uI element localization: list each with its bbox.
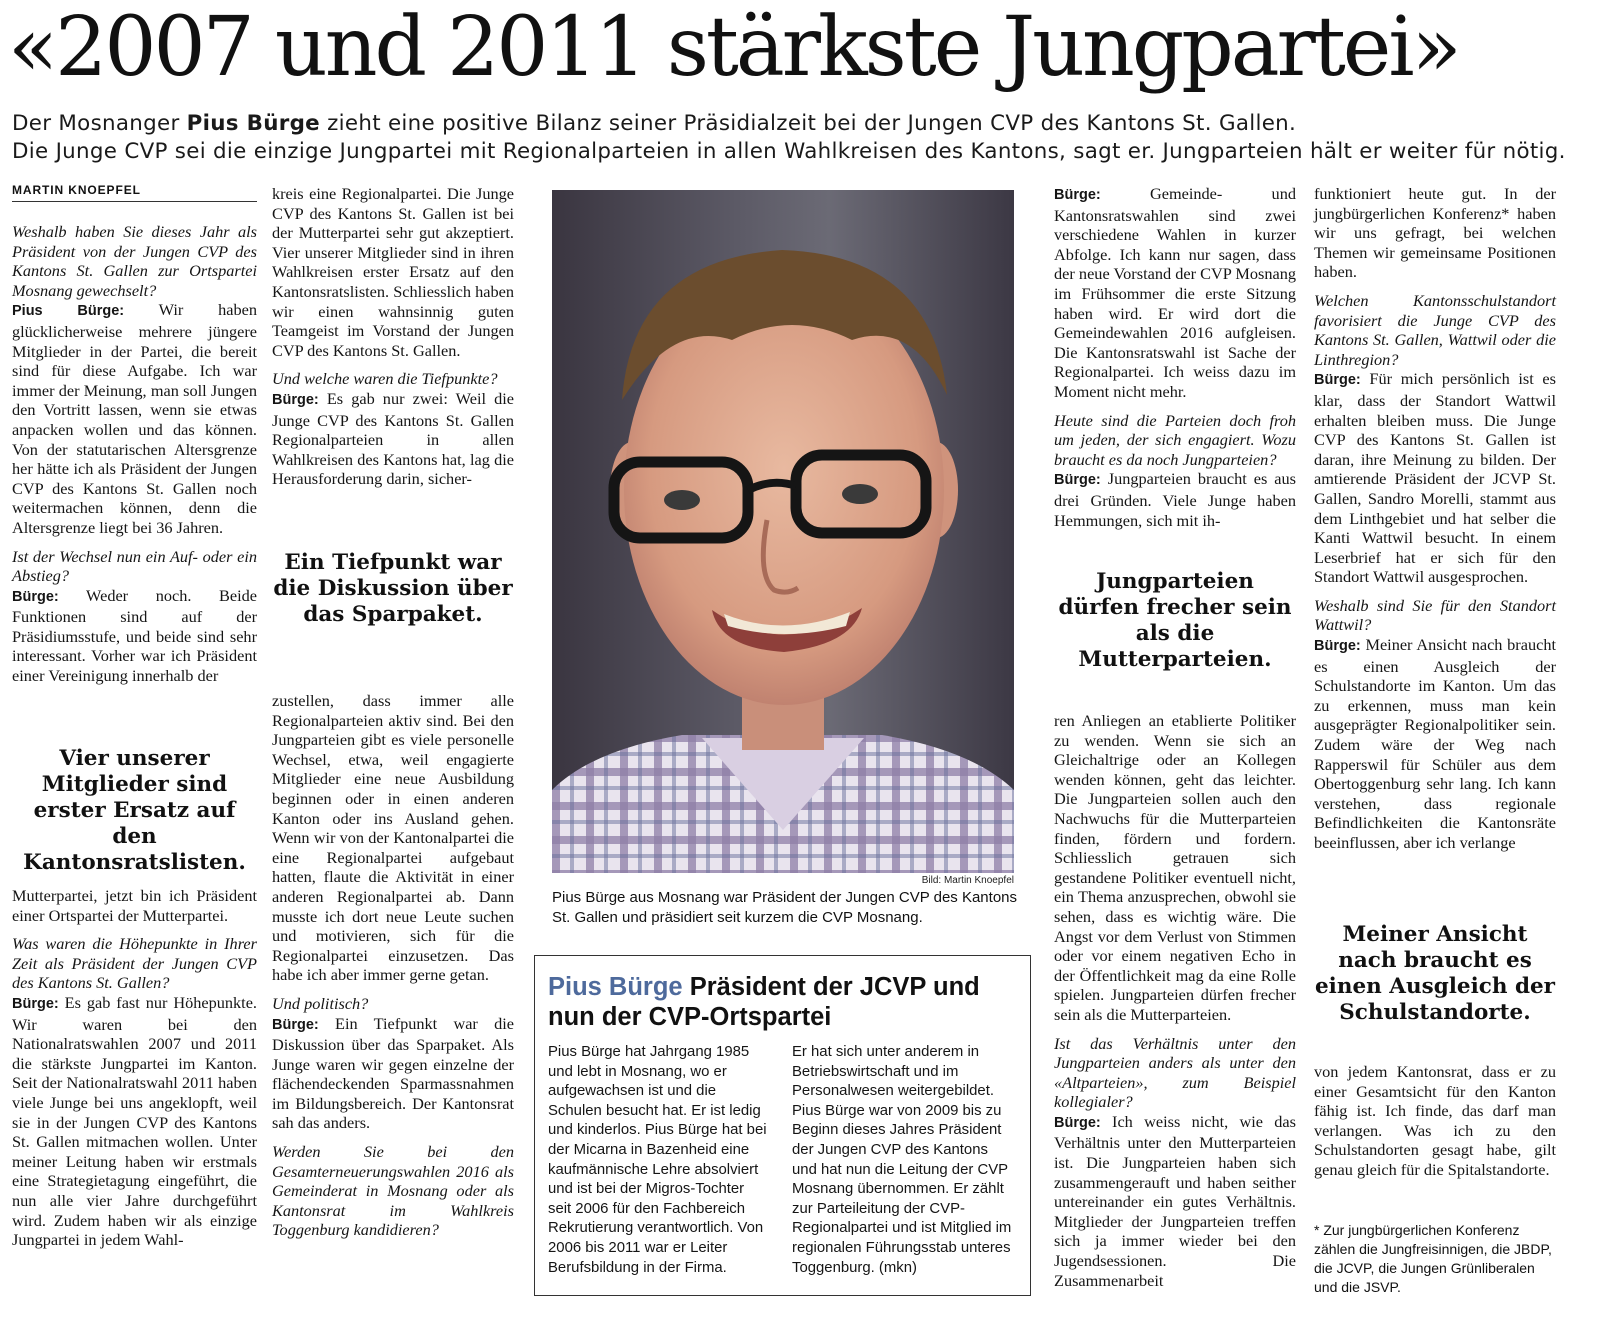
speaker-label: Bürge:: [1314, 638, 1361, 655]
headline: «2007 und 2011 stärkste Jungpartei»: [8, 0, 1459, 95]
pull-quote: Vier unserer Mitglieder sind erster Ersatz auf den Kantonsratslisten.: [23, 746, 246, 875]
column-5-top: [1314, 184, 1556, 853]
question: Weshalb haben Sie dieses Jahr als Präsident von der Jungen CVP des Kantons St. Gallen zur Ortspartei Mosnang gewechselt?: [12, 222, 257, 300]
deck: [12, 110, 1592, 166]
answer: Bürge: Für mich persönlich ist es klar, dass der Standort Wattwil erhalten bleiben muss. Die Junge CVP des Kantons St. Gallen ist daran, ihre Meinung zu bilden. Der amtierende Präsident der JCVP St. Gallen, Sandro Morelli, stammt aus dem Linthgebiet und hat selber die Kanti Wattwil besucht. In einem Leserbrief hat er sich für den Standort Wattwil ausgesprochen.: [1314, 369, 1556, 587]
column-2-bottom: [272, 691, 514, 1240]
footnote: * Zur jungbürgerlichen Konferenz zählen die Jungfreisinnigen, die JBDP, die JCVP, die Jungen Grünliberalen und die JSVP.: [1314, 1222, 1552, 1295]
speaker-label: Bürge:: [12, 588, 59, 605]
portrait-photo: [552, 190, 1014, 873]
answer-continued: funktioniert heute gut. In der jungbürgerlichen Konferenz* haben wir uns gefragt, bei welchen Themen wir gemeinsame Positionen haben.: [1314, 184, 1556, 282]
answer: Bürge: Meiner Ansicht nach braucht es einen Ausgleich der Schulstandorte im Kanton. Um das zu erkennen, muss man kein ausgeprägter Regionalpolitiker sein. Zudem wäre der Weg nach Rapperswil für Schüler aus dem Obertoggenburg sehr lang. Ich kann verstehen, dass regionale Befindlichkeiten die Kantonsräte beeinflussen, aber ich verlange: [1314, 635, 1556, 852]
info-box: [534, 955, 1031, 1296]
question: Ist der Wechsel nun ein Auf- oder ein Abstieg?: [12, 546, 257, 586]
pull-quote: Ein Tiefpunkt war die Diskussion über das Sparpaket.: [273, 550, 513, 627]
speaker-label: Bürge:: [1314, 372, 1361, 389]
question: Heute sind die Parteien doch froh um jeden, der sich engagiert. Wozu braucht es da noch Jungparteien?: [1054, 410, 1296, 469]
speaker-label: Bürge:: [1054, 1114, 1101, 1131]
pull-quote: Jungparteien dürfen frecher sein als die Mutterparteien.: [1058, 569, 1292, 672]
answer: Pius Bürge: Wir haben glücklicherweise mehrere jüngere Mitglieder in der Partei, die bereit sind für diese Aufgabe. Ich war immer der Meinung, man soll Jungen den Vortritt lassen, wenn sie etwas anpacken wollen und das können. Von der statutarischen Altersgrenze her hätte ich als Präsident der Jungen CVP des Kantons St. Gallen noch weitermachen können, denn die Altersgrenze liegt bei 36 Jahren.: [12, 300, 258, 537]
answer-continued: ren Anliegen an etablierte Politiker zu wenden. Wenn sie sich an Gleichaltrige oder an Kollegen wenden können, geht das leichter. Die Jungparteien sollen auch den Nachwuchs für die Mutterparteien finden, fördern und fordern. Schliesslich getrauen sich gestandene Politiker eventuell nicht, ein Thema anzusprechen, obwohl sie sehen, dass es wichtig wäre. Die Angst vor dem Verlust von Stimmen oder vor einem negativen Echo in der Öffentlichkeit mag da eine Rolle spielen. Jungparteien dürfen frecher sein als die Mutterparteien.: [1054, 711, 1296, 1024]
answer: Bürge: Jungparteien braucht es aus drei Gründen. Viele Junge haben Hemmungen, sich mit ih-: [1054, 469, 1296, 530]
question: Und politisch?: [272, 993, 369, 1013]
column-2-top: [272, 184, 514, 489]
answer-continued: von jedem Kantonsrat, dass er zu einer Gesamtsicht für den Kanton fähig ist. Ich finde, das darf man verlangen. Was ich zu den Schulstandorten gesagt habe, gilt genau gleich für die Spitalstandorte.: [1314, 1062, 1556, 1179]
speaker-label: Bürge:: [12, 995, 59, 1012]
question: Und welche waren die Tiefpunkte?: [272, 369, 498, 389]
answer: Bürge: Gemeinde- und Kantonsratswahlen sind zwei verschiedene Wahlen in kurzer Abfolge. Ich kann nur sagen, dass der neue Vorstand der CVP Mosnang im Frühsommer die erste Sitzung haben wird. Er wird dort die Gemeindewahlen 2016 aufgleisen. Die Kantonsratswahl ist Sache der Regionalpartei. Ich weiss dazu im Moment nicht mehr.: [1054, 184, 1296, 401]
answer-continued: zustellen, dass immer alle Regionalparteien aktiv sind. Bei den Jungparteien gibt es viele personelle Wechsel, etwa, weil engagierte Mitglieder eine neue Ausbildung beginnen oder in einen anderen Kanton oder ins Ausland gehen. Wenn wir von der Kantonalpartei die eine Regionalpartei aufgebaut hatten, flaute die Aktivität in einer anderen Regionalpartei ab. Dann musste ich dort neue Leute suchen und motivieren, sich für die Regionalpartei einzusetzen. Das habe ich aber immer gerne getan.: [272, 691, 514, 985]
question: Werden Sie bei den Gesamterneuerungswahlen 2016 als Gemeinderat in Mosnang oder als Kantonsrat im Wahlkreis Toggenburg kandidieren?: [272, 1142, 514, 1240]
photo-credit: Bild: Martin Knoepfel: [921, 875, 1014, 886]
speaker-label: Bürge:: [272, 1016, 319, 1033]
answer: Bürge: Weder noch. Beide Funktionen sind auf der Präsidiumsstufe, und beide sind sehr interessant. Vorher war ich Präsident einer Vereinigung innerhalb der: [12, 585, 257, 686]
info-box-column-left: Pius Bürge hat Jahrgang 1985 und lebt in Mosnang, wo er aufgewachsen ist und die Schulen besucht hat. Er ist ledig und kinderlos. Pius Bürge hat bei der Micarna in Bazenheid eine kaufmännische Lehre absolviert und ist bei der Migros-Tochter seit 2006 für den Fachbereich Rekrutierung verantwortlich. Von 2006 bis 2011 war er Leiter Berufsbildung in der Firma.: [548, 1044, 767, 1276]
answer: Bürge: Ein Tiefpunkt war die Diskussion über das Sparpaket. Als Junge waren wir gegen einzelne der flächendeckenden Sparmassnahmen im Bildungsbereich. Der Kantonsrat sah das anders.: [272, 1013, 515, 1133]
speaker-label: Bürge:: [1054, 187, 1101, 203]
portrait-illustration: [552, 190, 1014, 873]
answer-continued: Mutterpartei, jetzt bin ich Präsident einer Ortspartei der Mutterpartei.: [12, 886, 257, 925]
deck-line1-post: zieht eine positive Bilanz seiner Präsidialzeit bei der Jungen CVP des Kantons St. Gallen.: [320, 111, 1297, 136]
column-4-top: [1054, 184, 1296, 530]
photo-caption: Pius Bürge aus Mosnang war Präsident der Jungen CVP des Kantons St. Gallen und präsidiert seit kurzem die CVP Mosnang.: [552, 889, 1017, 926]
question: Ist das Verhältnis unter den Jungparteien anders als unter den «Altparteien», zum Beispiel kollegialer?: [1054, 1033, 1296, 1112]
info-box-title: [548, 972, 1018, 1032]
deck-name: Pius Bürge: [186, 111, 320, 136]
info-box-name: Pius Bürge: [548, 973, 683, 1001]
column-5-bottom: [1314, 1062, 1556, 1180]
answer: Bürge: Es gab fast nur Höhepunkte. Wir waren bei den Nationalratswahlen 2007 und 2011 die stärkste Jungpartei im Kanton. Seit der Nationalratswahl 2011 haben viele Junge bei uns angeklopft, weil sie in der Jungen CVP des Kantons St. Gallen mitmachen wollen. Unter meiner Leitung haben wir erstmals eine Strategietagung eingeführt, die nun alle vier Jahre durchgeführt wird. Zudem haben wir als einzige Jungpartei in jedem Wahl-: [12, 992, 257, 1250]
question: Welchen Kantonsschulstandort favorisiert die Junge CVP des Kantons St. Gallen, Wattwil oder die Linthregion?: [1314, 290, 1556, 369]
column-4-bottom: [1054, 711, 1296, 1290]
pull-quote: Meiner Ansicht nach braucht es einen Ausgleich der Schulstandorte.: [1315, 922, 1555, 1025]
column-1-bottom: [12, 886, 257, 1250]
question: Was waren die Höhepunkte in Ihrer Zeit als Präsident der Jungen CVP des Kantons St. Gallen?: [12, 934, 257, 993]
speaker-label: Bürge:: [272, 391, 319, 408]
column-1-top: [12, 222, 257, 686]
speaker-label: Bürge:: [1054, 472, 1101, 489]
deck-line2: Die Junge CVP sei die einzige Jungpartei mit Regionalparteien in allen Wahlkreisen des Kantons, sagt er. Jungparteien hält er weiter für nötig.: [12, 139, 1566, 164]
speaker-label: Pius Bürge:: [12, 303, 125, 320]
info-box-title-rest: Präsident der JCVP und nun der CVP-Ortspartei: [548, 973, 980, 1031]
info-box-column-right: Er hat sich unter anderem in Betriebswirtschaft und im Personalwesen weitergebildet. Pius Bürge war von 2009 bis zu Beginn dieses Jahres Präsident der Jungen CVP des Kantons und hat nun die Leitung der CVP Mosnang übernommen. Er zählt zur Parteileitung der CVP-Regionalpartei und ist Mitglied im regionalen Führungsstab unteres Toggenburg. (mkn): [792, 1044, 1012, 1276]
answer: Bürge: Es gab nur zwei: Weil die Junge CVP des Kantons St. Gallen Regionalparteien in allen Wahlkreisen des Kantons hat, lag die Herausforderung darin, sicher-: [272, 388, 514, 489]
question: Weshalb sind Sie für den Standort Wattwil?: [1314, 595, 1556, 635]
answer-continued: kreis eine Regionalpartei. Die Junge CVP des Kantons St. Gallen ist bei der Mutterpartei sehr gut akzeptiert. Vier unserer Mitglieder sind in ihren Wahlkreisen erster Ersatz auf den Kantonsratslisten. Schliesslich haben wir einen wahnsinnig guten Teamgeist im Vorstand der Jungen CVP des Kantons St. Gallen.: [272, 184, 514, 360]
deck-line1-pre: Der Mosnanger: [12, 111, 187, 136]
answer: Bürge: Ich weiss nicht, wie das Verhältnis unter den Mutterparteien ist. Die Jungparteien haben sich zusammengerauft und haben seither untereinander ein gutes Verhältnis. Mitglieder der Jungparteien treffen sich ja immer wieder bei den Jugendsessionen. Die Zusammenarbeit: [1054, 1111, 1296, 1290]
author-byline: MARTIN KNOEPFEL: [12, 183, 257, 202]
